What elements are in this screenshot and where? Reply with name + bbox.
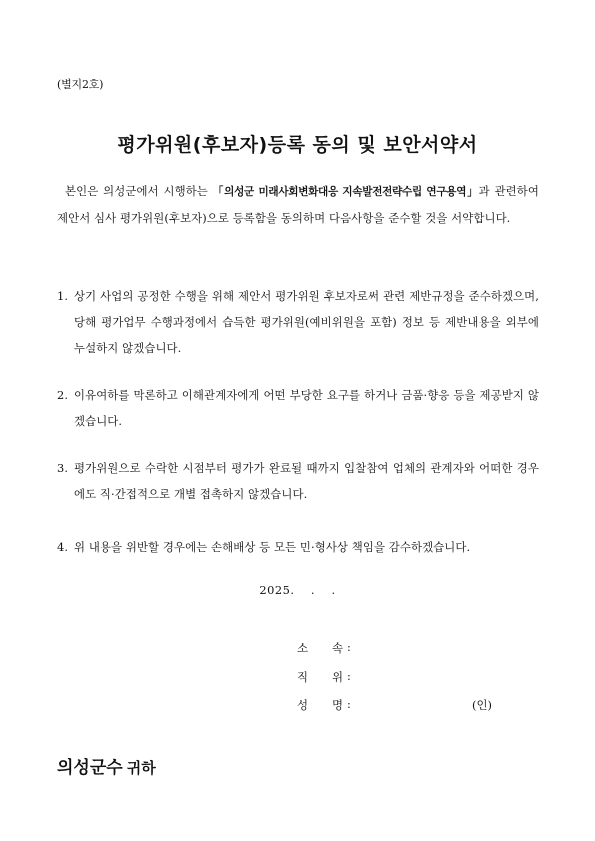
pledge-item-4 <box>57 534 539 560</box>
intro-paragraph <box>57 178 539 231</box>
pledge-item-number: 2. <box>57 388 69 402</box>
pledge-item-text: 위 내용을 위반할 경우에는 손해배상 등 모든 민·형사상 책임을 감수하겠습니다. <box>74 540 471 554</box>
pledge-item-text: 이유여하를 막론하고 이해관계자에게 어떤 부당한 요구를 하거나 금품·향응 등을 제공받지 않겠습니다. <box>74 388 539 428</box>
name-colon: : <box>347 697 351 711</box>
name-label-char-2: 명 <box>331 698 343 712</box>
project-name: 「의성군 미래사회변화대응 지속발전전략수립 연구용역」 <box>212 186 479 198</box>
name-label-char-1: 성 <box>297 698 309 712</box>
pledge-item-number: 1. <box>57 289 69 303</box>
affiliation-colon: : <box>347 640 351 654</box>
position-label <box>297 669 343 685</box>
intro-lead-text: 본인은 의성군에서 시행하는 <box>65 184 213 198</box>
position-colon: : <box>347 669 351 683</box>
affiliation-label-char-1: 소 <box>297 641 309 655</box>
addressee-name: 의성군수 <box>57 758 123 778</box>
pledge-item-1 <box>57 283 539 361</box>
position-label-char-1: 직 <box>297 670 309 684</box>
pledge-item-number: 4. <box>57 540 69 554</box>
pledge-item-text: 상기 사업의 공정한 수행을 위해 제안서 평가위원 후보자로써 관련 제반규정을 준수하겠으며, 당해 평가업무 수행과정에서 습득한 평가위원(예비위원을 포함) 정보 등 제반내용을 외부에 누설하지 않겠습니다. <box>74 289 539 355</box>
pledge-item-text: 평가위원으로 수락한 시점부터 평가가 완료될 때까지 입찰참여 업체의 관계자와 어떠한 경우에도 직·간접적으로 개별 접촉하지 않겠습니다. <box>74 461 539 501</box>
name-label <box>297 697 343 713</box>
affiliation-label-char-2: 속 <box>331 641 343 655</box>
document-title: 평가위원(후보자)등록 동의 및 보안서약서 <box>117 134 478 156</box>
affiliation-label <box>297 640 343 656</box>
position-field <box>297 669 351 685</box>
form-number: (별지2호) <box>57 78 104 91</box>
position-label-char-2: 위 <box>331 670 343 684</box>
pledge-item-number: 3. <box>57 461 69 475</box>
signing-date: 2025. . . <box>259 583 336 597</box>
intro-trailing-text: 과 관련하여 제안서 심사 평가위원(후보자)으로 등록함을 동의하며 다음사항을 준수할 것을 서약합니다. <box>57 184 539 225</box>
addressee <box>57 753 156 778</box>
affiliation-field <box>297 640 351 656</box>
addressee-suffix: 귀하 <box>126 759 156 777</box>
seal-mark: (인) <box>472 698 492 712</box>
pledge-item-2 <box>57 382 539 434</box>
name-field <box>297 697 351 713</box>
pledge-item-3 <box>57 455 539 507</box>
